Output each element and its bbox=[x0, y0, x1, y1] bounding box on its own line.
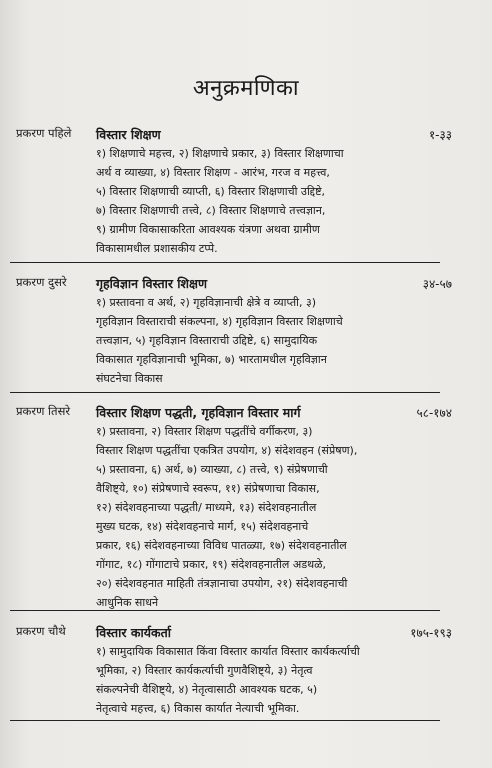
chapter-title: विस्तार शिक्षण पद्धती, गृहविज्ञान विस्तार मार्ग bbox=[96, 405, 301, 420]
contents-line: गोंगाट, १८) गोंगाटाचे प्रकार, १९) संदेशवहनातील अडथळे, bbox=[96, 558, 326, 571]
chapter-label: प्रकरण दुसरे bbox=[16, 275, 67, 289]
section-divider bbox=[10, 610, 440, 611]
contents-line: १) प्रस्तावना व अर्थ, २) गृहविज्ञानाची क्षेत्रे व व्याप्ती, ३) bbox=[96, 296, 317, 309]
contents-line: १) शिक्षणाचे महत्त्व, २) शिक्षणाचे प्रकार, ३) विस्तार शिक्षणाचा bbox=[96, 147, 344, 160]
chapter-page-range: ५८-१७४ bbox=[416, 406, 452, 420]
page-title: अनुक्रमणिका bbox=[192, 76, 300, 101]
contents-line: ५) प्रस्तावना, ६) अर्थ, ७) व्याख्या, ८) तत्त्वे, ९) संप्रेषणाची bbox=[96, 463, 328, 476]
section-divider bbox=[10, 720, 440, 721]
contents-line: अर्थ व व्याख्या, ४) विस्तार शिक्षण - आरंभ, गरज व महत्त्व, bbox=[96, 166, 330, 179]
contents-line: ५) विस्तार शिक्षणाची व्याप्ती, ६) विस्तार शिक्षणाची उद्दिष्टे, bbox=[96, 185, 326, 198]
contents-line: मुख्य घटक, १४) संदेशवहनाचे मार्ग, १५) संदेशवहनाचे bbox=[96, 520, 309, 533]
section-divider bbox=[10, 392, 440, 393]
chapter-contents bbox=[96, 422, 406, 612]
chapter-contents bbox=[96, 642, 406, 718]
contents-line: ९) ग्रामीण विकासाकरिता आवश्यक यंत्रणा अथवा ग्रामीण bbox=[96, 223, 320, 236]
contents-line: १) प्रस्तावना, २) विस्तार शिक्षण पद्धतींचे वर्गीकरण, ३) bbox=[96, 425, 313, 438]
chapter-page-range: १-३३ bbox=[428, 128, 452, 142]
chapter-page-range: १७५-१९३ bbox=[410, 626, 452, 640]
chapter-page-range: ३४-५७ bbox=[422, 277, 452, 291]
section-divider bbox=[10, 262, 440, 263]
contents-line: नेतृत्वाचे महत्त्व, ६) विकास कार्यात नेत्याची भूमिका. bbox=[96, 702, 300, 715]
contents-line: भूमिका, २) विस्तार कार्यकर्त्याची गुणवैशिष्ट्ये, ३) नेतृत्व bbox=[96, 664, 313, 677]
contents-line: आधुनिक साधने bbox=[96, 596, 159, 609]
contents-line: प्रकार, १६) संदेशवहनाच्या विविध पातळ्या, १७) संदेशवहनातील bbox=[96, 539, 347, 552]
chapter-title: विस्तार कार्यकर्ता bbox=[96, 625, 171, 640]
contents-line: वैशिष्ट्ये, १०) संप्रेषणाचे स्वरूप, ११) संप्रेषणाचा विकास, bbox=[96, 482, 320, 495]
contents-line: संघटनेचा विकास bbox=[96, 372, 163, 385]
chapter-label: प्रकरण तिसरे bbox=[16, 404, 71, 418]
contents-line: विकासामधील प्रशासकीय टप्पे. bbox=[96, 242, 218, 255]
contents-line: १) सामुदायिक विकासात किंवा विस्तार कार्यात विस्तार कार्यकर्त्याची bbox=[96, 645, 360, 658]
chapter-contents bbox=[96, 144, 406, 258]
chapter-contents bbox=[96, 293, 406, 388]
contents-line: २०) संदेशवहनात माहिती तंत्रज्ञानाचा उपयोग, २१) संदेशवहनाची bbox=[96, 577, 348, 590]
chapter-label: प्रकरण पहिले bbox=[16, 126, 72, 140]
contents-line: तत्त्वज्ञान, ५) गृहविज्ञान विस्ताराची उद्दिष्टे, ६) सामुदायिक bbox=[96, 334, 318, 347]
contents-line: विस्तार शिक्षण पद्धतींचा एकत्रित उपयोग, ४) संदेशवहन (संप्रेषण), bbox=[96, 444, 358, 457]
chapter-title: गृहविज्ञान विस्तार शिक्षण bbox=[96, 276, 208, 291]
chapter-title: विस्तार शिक्षण bbox=[96, 127, 161, 142]
contents-line: संकल्पनेची वैशिष्ट्ये, ४) नेतृत्वासाठी आवश्यक घटक, ५) bbox=[96, 683, 318, 696]
contents-line: १२) संदेशवहनाच्या पद्धती/ माध्यमे, १३) संदेशवहनातील bbox=[96, 501, 317, 514]
contents-line: ७) विस्तार शिक्षणाची तत्त्वे, ८) विस्तार शिक्षणाचे तत्त्वज्ञान, bbox=[96, 204, 326, 217]
contents-line: गृहविज्ञान विस्ताराची संकल्पना, ४) गृहविज्ञान विस्तार शिक्षणाचे bbox=[96, 315, 343, 328]
chapter-label: प्रकरण चौथे bbox=[16, 624, 66, 638]
contents-line: विकासात गृहविज्ञानाची भूमिका, ७) भारतामधील गृहविज्ञान bbox=[96, 353, 327, 366]
